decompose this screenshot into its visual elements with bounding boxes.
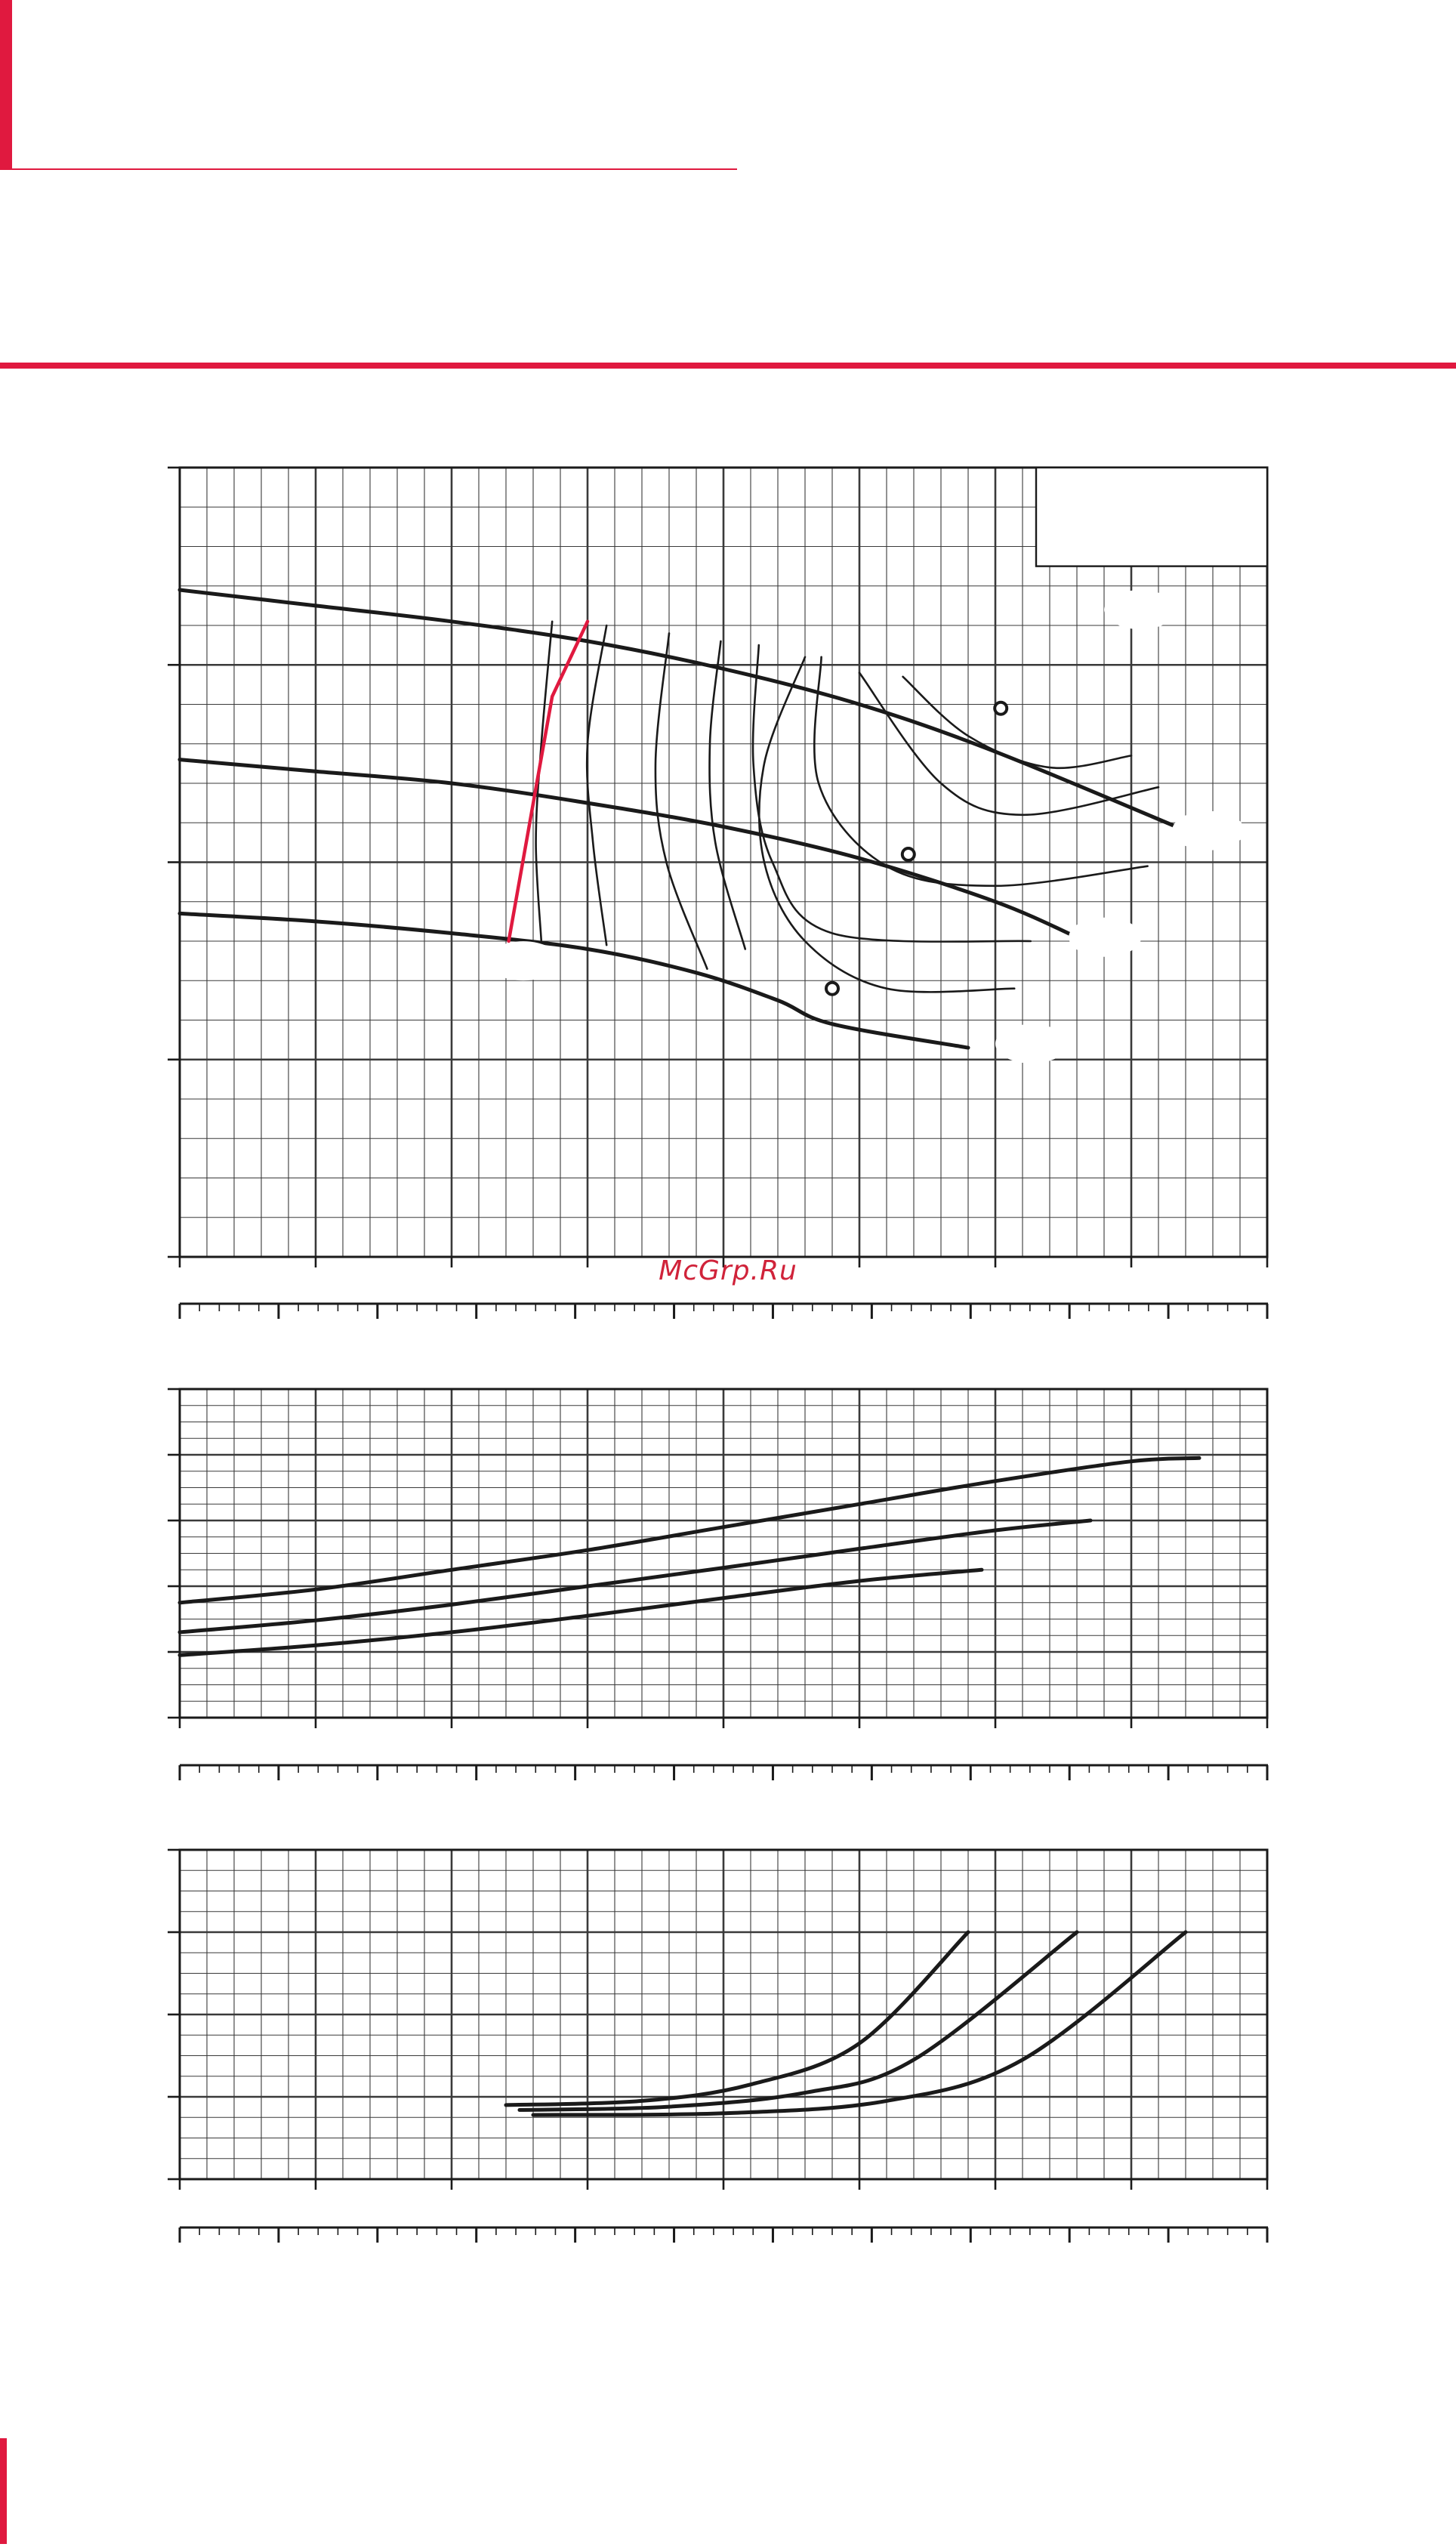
curve-end-label-blank — [995, 1024, 1068, 1064]
bottom-left-accent-bar — [0, 2438, 7, 2544]
curve-end-label-blank — [1069, 918, 1141, 957]
header-thick-rule — [0, 363, 1456, 369]
legend-box — [1036, 468, 1267, 567]
curve-end-label-blank — [487, 941, 560, 980]
curve-end-label-blank — [1104, 590, 1177, 629]
best-efficiency-point — [826, 983, 838, 995]
curve-end-label-blank — [1172, 811, 1245, 851]
best-efficiency-point — [902, 848, 915, 860]
best-efficiency-point — [995, 702, 1007, 715]
top-left-accent-bar — [0, 0, 12, 170]
watermark-text: McGrp.Ru — [659, 1255, 797, 1286]
